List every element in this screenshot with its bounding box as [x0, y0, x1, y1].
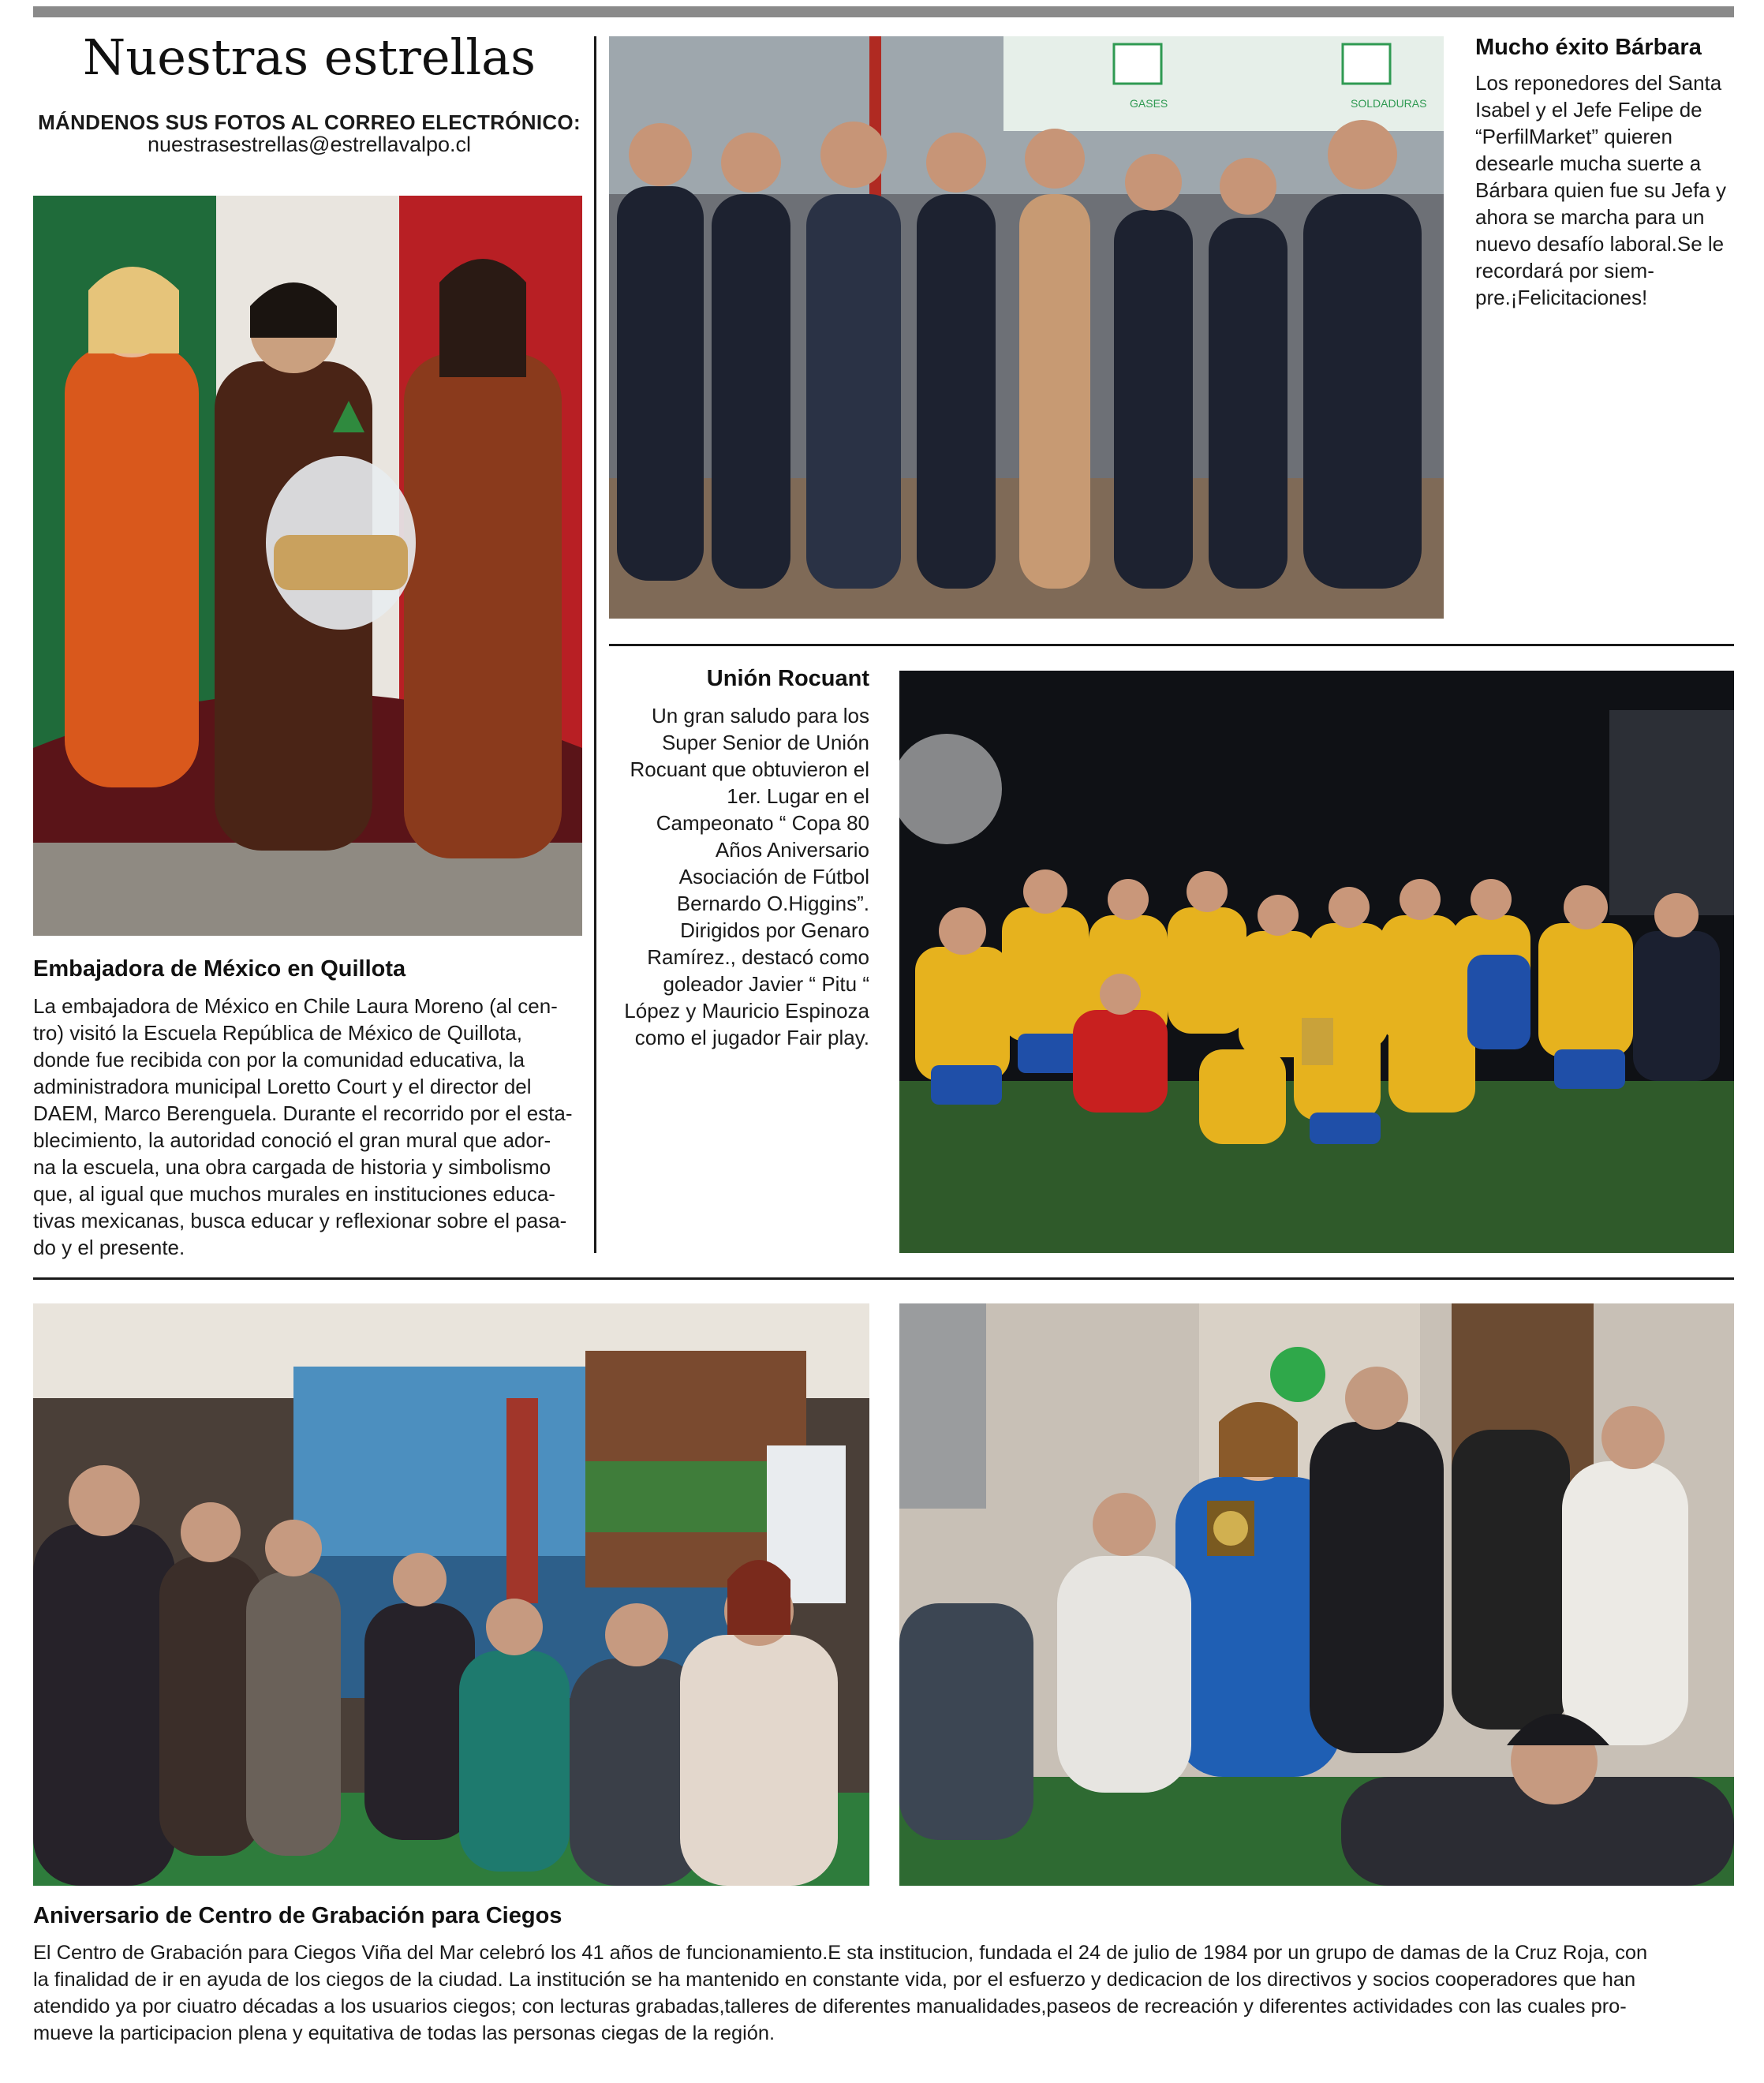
barbara-line: Bárbara quien fue su Jefa y	[1475, 178, 1726, 202]
barbara-line: Los reponedores del Santa	[1475, 71, 1722, 95]
embajadora-line: tro) visitó la Escuela República de México de Quillota,	[33, 1021, 522, 1045]
union-line: Años Aniversario	[715, 838, 869, 862]
barbara-line: pre.¡Felicitaciones!	[1475, 286, 1648, 309]
barbara-line: ahora se marcha para un	[1475, 205, 1705, 229]
embajadora-line: DAEM, Marco Berenguela. Durante el recorrido por el esta-	[33, 1101, 573, 1125]
embajadora-line: administradora municipal Loretto Court y el director del	[33, 1075, 532, 1098]
row-divider-bottom	[33, 1277, 1734, 1280]
embajadora-line: na la escuela, una obra cargada de historia y simbolismo	[33, 1155, 551, 1179]
column-divider	[594, 36, 596, 1253]
union-headline: Unión Rocuant	[706, 666, 869, 691]
barbara-headline: Mucho éxito Bárbara	[1475, 35, 1702, 60]
sign-soldaduras: SOLDADURAS	[1351, 97, 1427, 110]
barbara-body	[1475, 69, 1736, 311]
embajadora-line: blecimiento, la autoridad conoció el gran mural que ador-	[33, 1128, 551, 1152]
ciegos-line: atendido ya por ciuatro décadas a los usuarios ciegos; con lecturas grabadas,talleres de diferentes manualidades,paseos de recreación y diferentes actividades con las cuales pro-	[33, 1995, 1627, 2018]
ciegos-line: mueve la participacion plena y equitativa de todas las personas ciegas de la región.	[33, 2022, 775, 2044]
photo-ciegos-plaque	[899, 1303, 1734, 1886]
barbara-line: Isabel y el Jefe Felipe de	[1475, 98, 1702, 122]
row-divider-top	[609, 644, 1734, 646]
embajadora-line: tivas mexicanas, busca educar y reflexionar sobre el pasa-	[33, 1209, 567, 1232]
ciegos-body	[33, 1939, 1734, 2047]
photo-embajadora	[33, 196, 582, 936]
section-title: Nuestras estrellas	[83, 28, 536, 86]
union-line: 1er. Lugar en el	[727, 784, 869, 808]
ciegos-headline: Aniversario de Centro de Grabación para Ciegos	[33, 1903, 562, 1928]
union-line: Ramírez., destacó como	[647, 945, 869, 969]
sign-gases: GASES	[1130, 97, 1168, 110]
ciegos-line: El Centro de Grabación para Ciegos Viña del Mar celebró los 41 años de funcionamiento.E sta institucion, fundada el 24 de julio de 1984 por un grupo de damas de la Cruz Roja, con	[33, 1942, 1648, 1964]
embajadora-line: que, al igual que muchos murales en instituciones educa-	[33, 1182, 555, 1206]
contact-email[interactable]: nuestrasestrellas@estrellavalpo.cl	[147, 133, 472, 156]
barbara-line: nuevo desafío laboral.Se le	[1475, 232, 1725, 256]
embajadora-headline: Embajadora de México en Quillota	[33, 956, 406, 982]
union-line: Asociación de Fútbol	[678, 865, 869, 888]
ciegos-line: la finalidad de ir en ayuda de los ciegos de la ciudad. La institución se ha mantenido en constante vida, por el esfuerzo y dedicacion de los directivos y socios cooperadores que han	[33, 1969, 1636, 1991]
barbara-line: “PerfilMarket” quieren	[1475, 125, 1672, 148]
barbara-line: recordará por siem-	[1475, 259, 1654, 282]
union-line: como el jugador Fair play.	[634, 1026, 869, 1049]
union-line: Un gran saludo para los	[651, 704, 869, 727]
union-line: Dirigidos por Genaro	[680, 918, 869, 942]
top-bar	[33, 6, 1734, 17]
photo-barbara-group	[609, 36, 1444, 619]
union-line: Super Senior de Unión	[661, 731, 869, 754]
union-body	[609, 702, 869, 1051]
union-line: Rocuant que obtuvieron el	[630, 757, 869, 781]
photo-union-rocuant-team	[899, 671, 1734, 1253]
union-line: Campeonato “ Copa 80	[656, 811, 869, 835]
union-line: López y Mauricio Espinoza	[624, 999, 869, 1023]
union-line: Bernardo O.Higgins”.	[676, 892, 869, 915]
send-photos-label: MÁNDENOS SUS FOTOS AL CORREO ELECTRÓNICO:	[38, 110, 581, 134]
embajadora-line: do y el presente.	[33, 1236, 185, 1259]
embajadora-line: donde fue recibida con por la comunidad educativa, la	[33, 1048, 525, 1071]
embajadora-line: La embajadora de México en Chile Laura Moreno (al cen-	[33, 994, 558, 1018]
embajadora-body	[33, 993, 585, 1261]
union-line: goleador Javier “ Pitu “	[663, 972, 869, 996]
photo-ciegos-mural	[33, 1303, 869, 1886]
barbara-line: desearle mucha suerte a	[1475, 151, 1702, 175]
